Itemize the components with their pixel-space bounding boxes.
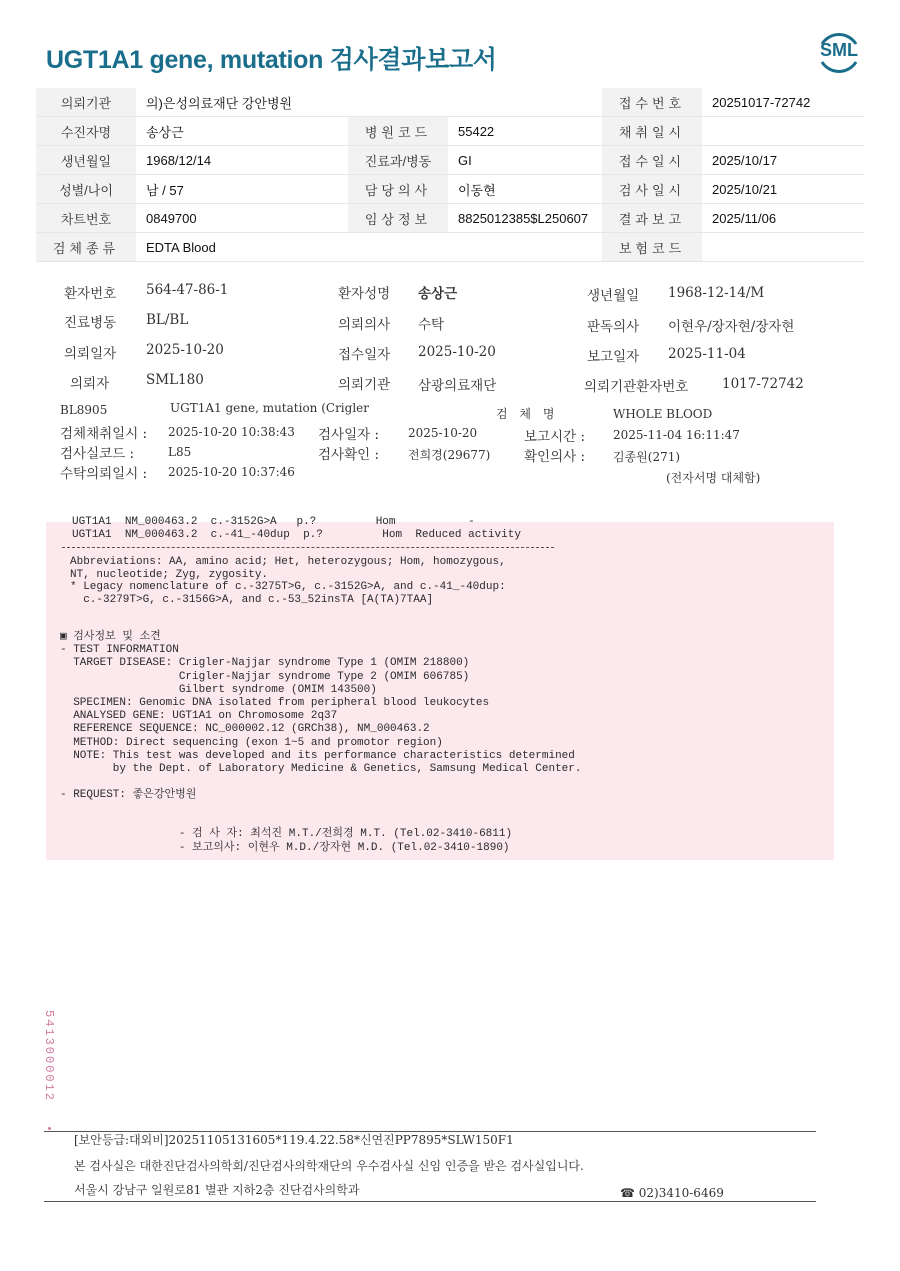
scan-label: 수탁의뢰일시 :	[60, 466, 148, 482]
abbrev-line: Abbreviations: AA, amino acid; Het, heterozygous; Hom, homozygous,	[70, 556, 506, 568]
scan-label: 검사확인 :	[318, 447, 380, 463]
scan-value: 564-47-86-1	[146, 282, 229, 298]
scan-label: 검 체 명	[496, 407, 559, 421]
scan-label: 검체채취일시 :	[60, 426, 148, 442]
security-line: [보안등급:대외비]20251105131605*119.4.22.58*신연진PP7895*SLW150F1	[74, 1133, 514, 1147]
scan-label: 의뢰자	[70, 376, 110, 392]
header-label: 채취일시	[602, 117, 702, 146]
abbrev-line: * Legacy nomenclature of c.-3275T>G, c.-3152G>A, and c.-41_-40dup:	[70, 581, 506, 594]
header-label: 생년월일	[36, 146, 136, 175]
abbrev-line: c.-3279T>G, c.-3156G>A, and c.-53_52insTA [A(TA)7TAA]	[70, 593, 434, 606]
logo-text: SML	[820, 40, 858, 60]
info-line	[60, 802, 582, 815]
scan-label: 검사실코드 :	[60, 446, 135, 462]
info-line: ANALYSED GENE: UGT1A1 on Chromosome 2q37	[60, 710, 338, 723]
scan-value: 송상근	[418, 286, 458, 302]
header-label: 수진자명	[36, 117, 136, 146]
header-label: 보험코드	[602, 233, 702, 262]
header-value: 8825012385$L250607	[448, 204, 602, 233]
scan-value: 2025-10-20 10:37:46	[168, 465, 295, 479]
scan-label: 진료병동	[64, 315, 117, 331]
result-row: UGT1A1 NM_000463.2 c.-3152G>A p.? Hom -	[72, 516, 475, 528]
test-info-block	[60, 631, 582, 855]
header-label: 차트번호	[36, 204, 136, 233]
dashed-separator	[62, 547, 554, 548]
info-line: ▣ 검사정보 및 소견	[60, 631, 161, 643]
report-title: UGT1A1 gene, mutation 검사결과보고서	[46, 46, 497, 74]
header-value: 이동현	[448, 175, 602, 204]
scan-value: L85	[168, 445, 192, 459]
patient-header-table	[36, 88, 864, 262]
scan-value: 김종원(271)	[613, 450, 681, 464]
test-code: BL8905	[60, 403, 108, 417]
info-line: TARGET DISEASE: Crigler-Najjar syndrome Type 1 (OMIM 218800)	[60, 657, 470, 670]
header-value: EDTA Blood	[136, 233, 602, 262]
side-code-text: 5413000012	[42, 1010, 56, 1103]
abbrev-line: NT, nucleotide; Zyg, zygosity.	[70, 568, 269, 581]
header-value: GI	[448, 146, 602, 175]
header-value: 1968/12/14	[136, 146, 348, 175]
info-line: Crigler-Najjar syndrome Type 2 (OMIM 606785)	[60, 670, 470, 683]
scan-value: 이현우/장자현/장자현	[668, 319, 795, 335]
header-value: 2025/10/17	[702, 146, 864, 175]
header-label: 담당의사	[348, 175, 448, 204]
info-line: METHOD: Direct sequencing (exon 1~5 and promotor region)	[60, 736, 443, 749]
scan-value: SML180	[146, 372, 204, 388]
info-line: Gilbert syndrome (OMIM 143500)	[60, 683, 377, 696]
header-label: 검체종류	[36, 233, 136, 262]
scan-label: 보고시간 :	[524, 429, 586, 445]
header-label: 접수번호	[602, 88, 702, 117]
test-name: UGT1A1 gene, mutation (Crigler	[170, 401, 370, 415]
header-value: 2025/11/06	[702, 204, 864, 233]
scan-value: 2025-10-20	[408, 426, 478, 440]
header-label: 접수일시	[602, 146, 702, 175]
address-line: 서울시 강남구 일원로81 별관 지하2층 진단검사의학과	[74, 1183, 360, 1197]
scan-label: 의뢰일자	[64, 346, 117, 362]
scan-label: 확인의사 :	[524, 449, 586, 465]
header-row	[36, 233, 864, 262]
scan-label: 의뢰기관환자번호	[584, 379, 689, 395]
header-row	[36, 204, 864, 233]
side-code	[30, 1010, 60, 1120]
scan-value: 2025-10-20 10:38:43	[168, 425, 295, 439]
scan-label: 검사일자 :	[318, 427, 380, 443]
cert-line: 본 검사실은 대한진단검사의학회/진단검사의학재단의 우수검사실 신임 인증을 받은 검사실입니다.	[74, 1159, 584, 1173]
scan-label: 접수일자	[338, 347, 391, 363]
header-row	[36, 117, 864, 146]
info-line: - TEST INFORMATION	[60, 644, 179, 657]
footer-divider	[44, 1201, 816, 1202]
header-value	[702, 233, 864, 262]
scan-label: 환자성명	[338, 286, 391, 302]
header-value	[702, 117, 864, 146]
header-value: 송상근	[136, 117, 348, 146]
scan-value: 전희경(29677)	[408, 448, 491, 462]
scan-value: 1017-72742	[722, 376, 804, 392]
header-value: 2025/10/21	[702, 175, 864, 204]
info-line: SPECIMEN: Genomic DNA isolated from peripheral blood leukocytes	[60, 697, 490, 710]
scan-value: 수탁	[418, 317, 445, 333]
sml-logo-icon	[816, 30, 862, 76]
header-label: 결과보고	[602, 204, 702, 233]
header-row	[36, 146, 864, 175]
scan-label: 판독의사	[587, 319, 640, 335]
scan-value: 1968-12-14/M	[668, 285, 765, 301]
header-label: 성별/나이	[36, 175, 136, 204]
header-row	[36, 175, 864, 204]
mark-dot	[48, 1127, 51, 1130]
info-line: - REQUEST: 좋은강안병원	[60, 789, 197, 802]
header-value: 55422	[448, 117, 602, 146]
esign-note: (전자서명 대체함)	[666, 471, 761, 485]
info-line	[60, 815, 582, 828]
header-label: 병원코드	[348, 117, 448, 146]
info-line: - 보고의사: 이현우 M.D./장자현 M.D. (Tel.02-3410-1890)	[60, 841, 510, 854]
info-line: - 검 사 자: 최석진 M.T./전희경 M.T. (Tel.02-3410-6811)	[60, 828, 513, 841]
result-row: UGT1A1 NM_000463.2 c.-41_-40dup p.? Hom Reduced activity	[72, 529, 521, 541]
scan-label: 의뢰의사	[338, 317, 391, 333]
scan-label: 환자번호	[64, 286, 117, 302]
header-label: 검사일시	[602, 175, 702, 204]
scan-value: 2025-10-20	[146, 342, 224, 358]
scan-value: 2025-11-04 16:11:47	[613, 428, 740, 442]
header-value: 남 / 57	[136, 175, 348, 204]
header-value: 20251017-72742	[702, 88, 864, 117]
header-label: 임상정보	[348, 204, 448, 233]
info-line	[60, 776, 582, 789]
info-line: by the Dept. of Laboratory Medicine & Genetics, Samsung Medical Center.	[60, 763, 582, 776]
scan-value: 2025-11-04	[668, 346, 746, 362]
phone-line: ☎ 02)3410-6469	[620, 1186, 724, 1200]
scan-value: 2025-10-20	[418, 344, 496, 360]
header-label: 의뢰기관	[36, 88, 136, 117]
info-line: NOTE: This test was developed and its performance characteristics determined	[60, 749, 575, 762]
scan-value: 삼광의료재단	[418, 378, 497, 394]
header-value: 의)은성의료재단 강안병원	[136, 88, 602, 117]
info-line: REFERENCE SEQUENCE: NC_000002.12 (GRCh38), NM_000463.2	[60, 723, 430, 736]
scan-label: 보고일자	[587, 349, 640, 365]
abbreviations-block	[70, 556, 506, 606]
scan-value: BL/BL	[146, 312, 189, 328]
scan-value: WHOLE BLOOD	[613, 407, 713, 421]
header-value: 0849700	[136, 204, 348, 233]
header-label: 진료과/병동	[348, 146, 448, 175]
scan-label: 의뢰기관	[338, 377, 391, 393]
header-row	[36, 88, 864, 117]
scan-label: 생년월일	[587, 288, 640, 304]
